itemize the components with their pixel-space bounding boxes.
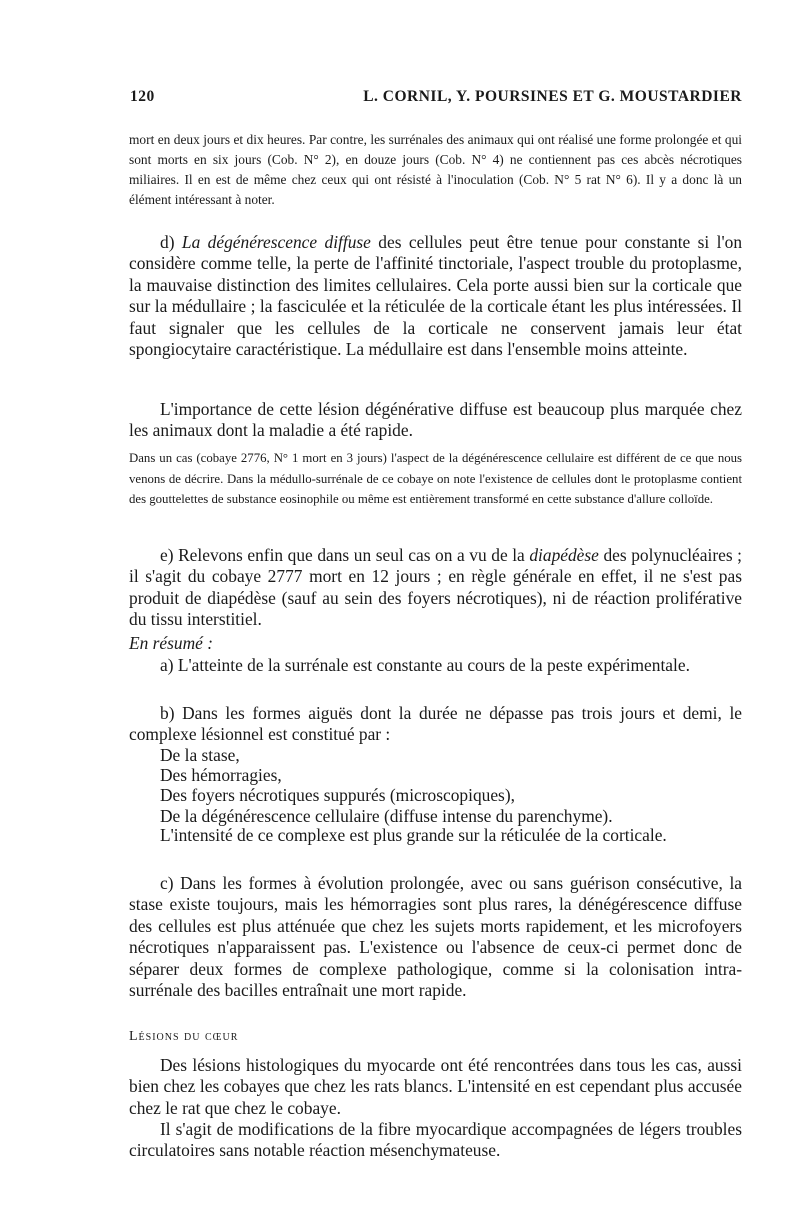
summary-title: En résumé : — [129, 633, 214, 653]
running-title: L. CORNIL, Y. POURSINES ET G. MOUSTARDIER — [363, 88, 742, 105]
page-number: 120 — [130, 88, 155, 105]
list-item: De la dégénérescence cellulaire (diffuse intense du parenchyme). — [160, 805, 613, 826]
paragraph-degenerative-importance: L'importance de cette lésion dégénérative diffuse est beaucoup plus marquée chez les animaux dont la maladie a été rapide. — [129, 399, 742, 441]
list-item: Des hémorragies, — [160, 765, 282, 786]
list-item: Des foyers nécrotiques suppurés (microscopiques), — [160, 785, 515, 806]
lesion-list — [129, 745, 742, 826]
paragraph-intensity: L'intensité de ce complexe est plus grande sur la réticulée de la corticale. — [160, 825, 667, 845]
paragraph-diffuse-degeneration — [129, 232, 742, 360]
paragraph-diapedesis — [129, 545, 742, 631]
running-header — [130, 88, 742, 110]
paragraph-body: des polynucléaires ; il s'agit du cobaye 2777 mort en 12 jours ; en règle générale en effet, il ne s'est pas produit de diapédèse (sauf au sein des foyers nécrotiques), ni de réaction proliférative du tissu interstitiel. — [129, 545, 742, 630]
paragraph-case-2776: Dans un cas (cobaye 2776, N° 1 mort en 3 jours) l'aspect de la dégénérescence cellulaire est différent de ce que nous venons de décrire. Dans la médullo-surrénale de ce cobaye on note l'existence de cellules dont le protoplasme contient des gouttelettes de substance eosinophile ou même est entièrement transformé en cette substance d'allure colloïde. — [129, 451, 742, 506]
summary-item-b: b) Dans les formes aiguës dont la durée ne dépasse pas trois jours et demi, le complexe lésionnel est constitué par : — [129, 703, 742, 745]
item-label-e: e) Relevons enfin que dans un seul cas on a vu de la — [160, 545, 530, 565]
list-item: De la stase, — [160, 745, 240, 765]
paragraph-myocardium: Des lésions histologiques du myocarde ont été rencontrées dans tous les cas, aussi bien chez les cobayes que chez les rats blancs. L'intensité en est cependant plus accusée chez le rat que chez le cobaye. — [129, 1055, 742, 1118]
term-diapedesis: diapédèse — [529, 545, 599, 565]
section-heading-heart-lesions: Lésions du cœur — [129, 1029, 239, 1044]
term-diffuse-degeneration: La dégénérescence diffuse — [181, 232, 371, 252]
paragraph-myocardial-fiber: Il s'agit de modifications de la fibre myocardique accompagnées de légers troubles circulatoires sans notable réaction mésenchymateuse. — [129, 1119, 742, 1161]
summary-item-c: c) Dans les formes à évolution prolongée, avec ou sans guérison consécutive, la stase existe toujours, mais les hémorragies sont plus rares, la dénégérescence diffuse des cellules est plus atténuée que chez les sujets morts rapidement, et les microfoyers nécrotiques n'apparaissent pas. L'existence ou l'absence de ceux-ci permet donc de séparer deux formes de complexe pathologique, comme si la colonisation intra-surrénale des bacilles entraînait une mort rapide. — [129, 873, 742, 1001]
paragraph-body: des cellules peut être tenue pour constante si l'on considère comme telle, la perte de l'affinité tinctoriale, l'aspect trouble du protoplasme, la mauvaise distinction des limites cellulaires. Cela porte aussi bien sur la corticale que sur la médullaire ; la fasciculée et la réticulée de la corticale étant les plus intéressées. Il faut signaler que les cellules de la corticale ne conservent jamais leur état spongiocytaire caractéristique. La médullaire est dans l'ensemble moins atteinte. — [129, 232, 743, 360]
paragraph-abscess-note: mort en deux jours et dix heures. Par contre, les surrénales des animaux qui ont réalisé une forme prolongée et qui sont morts en six jours (Cob. N° 2), en douze jours (Cob. N° 4) ne contiennent pas ces abcès nécrotiques miliaires. Il en est de même chez ceux qui ont résisté à l'inoculation (Cob. N° 5 rat N° 6). Il y a donc là un élément intéressant à noter. — [129, 132, 742, 207]
summary-item-a: a) L'atteinte de la surrénale est constante au cours de la peste expérimentale. — [160, 655, 690, 675]
item-label-d: d) — [160, 232, 182, 252]
